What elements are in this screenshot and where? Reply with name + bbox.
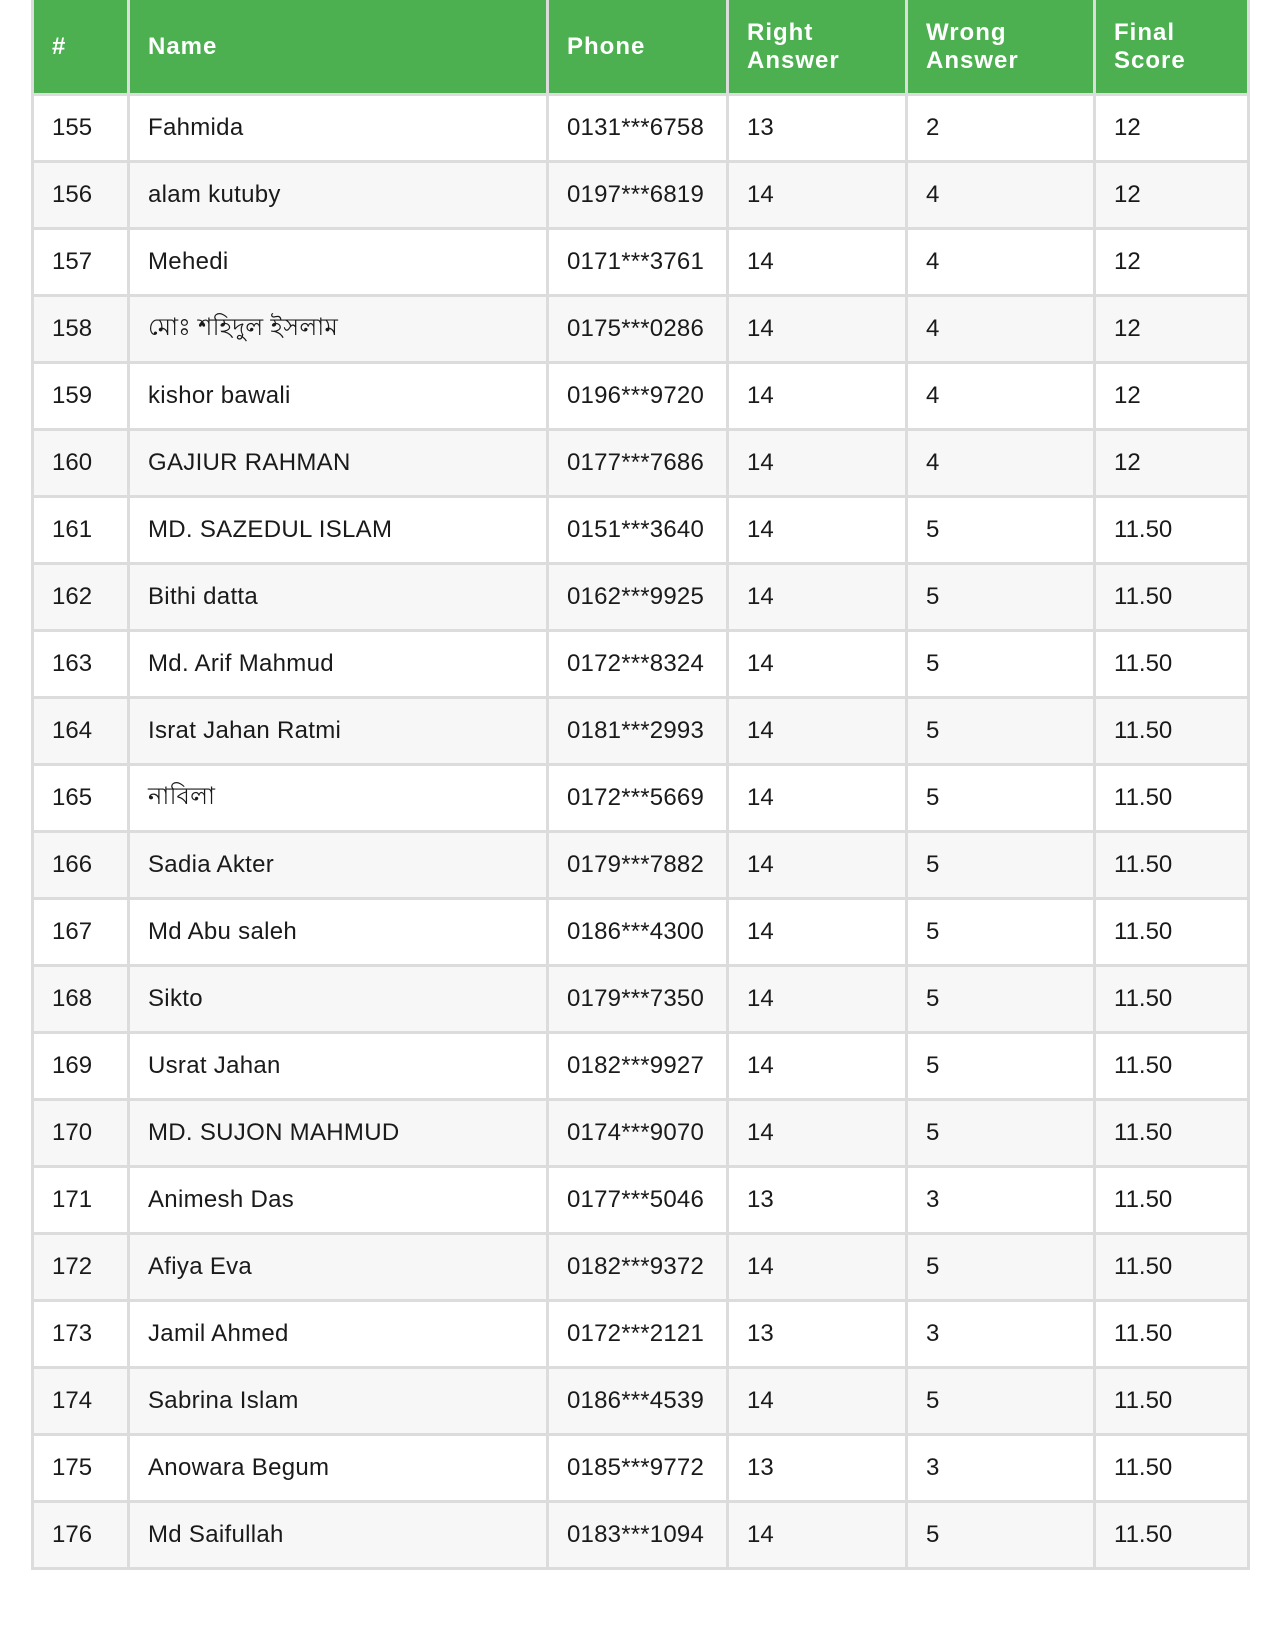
cell-number: 167	[33, 899, 129, 966]
cell-name: Jamil Ahmed	[129, 1301, 548, 1368]
table-row	[33, 363, 1249, 430]
cell-name: MD. SAZEDUL ISLAM	[129, 497, 548, 564]
cell-final-score: 11.50	[1095, 698, 1249, 765]
table-row	[33, 765, 1249, 832]
cell-right-answer: 14	[728, 832, 907, 899]
cell-name: Md. Arif Mahmud	[129, 631, 548, 698]
cell-number: 172	[33, 1234, 129, 1301]
cell-wrong-answer: 5	[907, 899, 1095, 966]
cell-number: 170	[33, 1100, 129, 1167]
cell-final-score: 11.50	[1095, 832, 1249, 899]
cell-phone: 0185***9772	[548, 1435, 728, 1502]
cell-name: Afiya Eva	[129, 1234, 548, 1301]
cell-final-score: 11.50	[1095, 564, 1249, 631]
cell-phone: 0175***0286	[548, 296, 728, 363]
cell-wrong-answer: 5	[907, 1502, 1095, 1569]
cell-right-answer: 14	[728, 564, 907, 631]
cell-phone: 0162***9925	[548, 564, 728, 631]
cell-phone: 0183***1094	[548, 1502, 728, 1569]
cell-right-answer: 14	[728, 430, 907, 497]
cell-right-answer: 14	[728, 229, 907, 296]
cell-final-score: 11.50	[1095, 765, 1249, 832]
header-final-score: Final Score	[1095, 0, 1249, 95]
cell-wrong-answer: 5	[907, 765, 1095, 832]
cell-number: 166	[33, 832, 129, 899]
cell-number: 157	[33, 229, 129, 296]
cell-right-answer: 13	[728, 1301, 907, 1368]
cell-phone: 0131***6758	[548, 95, 728, 162]
cell-final-score: 11.50	[1095, 1100, 1249, 1167]
cell-phone: 0171***3761	[548, 229, 728, 296]
cell-number: 163	[33, 631, 129, 698]
cell-wrong-answer: 2	[907, 95, 1095, 162]
header-number: #	[33, 0, 129, 95]
cell-final-score: 11.50	[1095, 1167, 1249, 1234]
cell-name: Anowara Begum	[129, 1435, 548, 1502]
cell-final-score: 11.50	[1095, 966, 1249, 1033]
table-row	[33, 1033, 1249, 1100]
cell-right-answer: 14	[728, 162, 907, 229]
header-right-answer: Right Answer	[728, 0, 907, 95]
cell-phone: 0186***4300	[548, 899, 728, 966]
table-row	[33, 162, 1249, 229]
cell-name: MD. SUJON MAHMUD	[129, 1100, 548, 1167]
cell-number: 171	[33, 1167, 129, 1234]
cell-right-answer: 14	[728, 1368, 907, 1435]
cell-wrong-answer: 5	[907, 1234, 1095, 1301]
cell-wrong-answer: 5	[907, 698, 1095, 765]
cell-name: Usrat Jahan	[129, 1033, 548, 1100]
cell-name: kishor bawali	[129, 363, 548, 430]
cell-name: Md Abu saleh	[129, 899, 548, 966]
table-row	[33, 1435, 1249, 1502]
cell-name: alam kutuby	[129, 162, 548, 229]
table-row	[33, 564, 1249, 631]
cell-phone: 0177***5046	[548, 1167, 728, 1234]
cell-number: 173	[33, 1301, 129, 1368]
cell-final-score: 12	[1095, 430, 1249, 497]
cell-name: GAJIUR RAHMAN	[129, 430, 548, 497]
cell-final-score: 12	[1095, 363, 1249, 430]
cell-wrong-answer: 4	[907, 229, 1095, 296]
cell-final-score: 11.50	[1095, 899, 1249, 966]
table-row	[33, 296, 1249, 363]
cell-wrong-answer: 5	[907, 832, 1095, 899]
cell-name: মোঃ শহিদুল ইসলাম	[129, 296, 548, 363]
cell-right-answer: 14	[728, 765, 907, 832]
cell-wrong-answer: 5	[907, 631, 1095, 698]
cell-right-answer: 14	[728, 966, 907, 1033]
header-name: Name	[129, 0, 548, 95]
cell-right-answer: 14	[728, 1234, 907, 1301]
cell-wrong-answer: 3	[907, 1301, 1095, 1368]
cell-phone: 0179***7350	[548, 966, 728, 1033]
cell-wrong-answer: 5	[907, 1368, 1095, 1435]
cell-wrong-answer: 4	[907, 430, 1095, 497]
cell-name: Animesh Das	[129, 1167, 548, 1234]
cell-number: 174	[33, 1368, 129, 1435]
cell-number: 161	[33, 497, 129, 564]
cell-number: 162	[33, 564, 129, 631]
table-row	[33, 698, 1249, 765]
cell-name: নাবিলা	[129, 765, 548, 832]
cell-phone: 0172***2121	[548, 1301, 728, 1368]
cell-final-score: 11.50	[1095, 1234, 1249, 1301]
cell-right-answer: 14	[728, 631, 907, 698]
cell-final-score: 12	[1095, 95, 1249, 162]
table-row	[33, 1234, 1249, 1301]
cell-final-score: 12	[1095, 229, 1249, 296]
table-row	[33, 1502, 1249, 1569]
cell-wrong-answer: 4	[907, 162, 1095, 229]
cell-number: 164	[33, 698, 129, 765]
cell-right-answer: 14	[728, 296, 907, 363]
cell-name: Fahmida	[129, 95, 548, 162]
cell-phone: 0182***9927	[548, 1033, 728, 1100]
cell-wrong-answer: 4	[907, 363, 1095, 430]
cell-wrong-answer: 3	[907, 1167, 1095, 1234]
cell-phone: 0151***3640	[548, 497, 728, 564]
table-row	[33, 497, 1249, 564]
cell-wrong-answer: 5	[907, 966, 1095, 1033]
cell-wrong-answer: 3	[907, 1435, 1095, 1502]
cell-name: Sabrina Islam	[129, 1368, 548, 1435]
cell-phone: 0172***8324	[548, 631, 728, 698]
cell-number: 169	[33, 1033, 129, 1100]
table-row	[33, 832, 1249, 899]
cell-final-score: 12	[1095, 162, 1249, 229]
header-wrong-answer: Wrong Answer	[907, 0, 1095, 95]
header-row	[33, 0, 1249, 95]
cell-right-answer: 14	[728, 899, 907, 966]
cell-name: Israt Jahan Ratmi	[129, 698, 548, 765]
table-row	[33, 631, 1249, 698]
cell-number: 156	[33, 162, 129, 229]
cell-final-score: 11.50	[1095, 631, 1249, 698]
table-header	[33, 0, 1249, 95]
cell-right-answer: 14	[728, 1100, 907, 1167]
table-row	[33, 1301, 1249, 1368]
cell-number: 158	[33, 296, 129, 363]
cell-right-answer: 13	[728, 1435, 907, 1502]
table-body	[33, 95, 1249, 1569]
cell-right-answer: 14	[728, 1502, 907, 1569]
cell-wrong-answer: 5	[907, 1033, 1095, 1100]
table-row	[33, 95, 1249, 162]
table-row	[33, 430, 1249, 497]
cell-wrong-answer: 5	[907, 497, 1095, 564]
cell-number: 168	[33, 966, 129, 1033]
cell-name: Mehedi	[129, 229, 548, 296]
cell-final-score: 11.50	[1095, 497, 1249, 564]
table-row	[33, 966, 1249, 1033]
table-row	[33, 1167, 1249, 1234]
cell-right-answer: 14	[728, 363, 907, 430]
cell-wrong-answer: 5	[907, 1100, 1095, 1167]
table-row	[33, 899, 1249, 966]
cell-phone: 0174***9070	[548, 1100, 728, 1167]
cell-right-answer: 14	[728, 698, 907, 765]
cell-phone: 0196***9720	[548, 363, 728, 430]
cell-right-answer: 14	[728, 497, 907, 564]
cell-final-score: 12	[1095, 296, 1249, 363]
cell-wrong-answer: 4	[907, 296, 1095, 363]
cell-final-score: 11.50	[1095, 1502, 1249, 1569]
cell-name: Sadia Akter	[129, 832, 548, 899]
cell-phone: 0186***4539	[548, 1368, 728, 1435]
cell-name: Sikto	[129, 966, 548, 1033]
cell-name: Md Saifullah	[129, 1502, 548, 1569]
cell-number: 160	[33, 430, 129, 497]
cell-phone: 0179***7882	[548, 832, 728, 899]
results-table	[31, 0, 1250, 1570]
table-row	[33, 1368, 1249, 1435]
cell-final-score: 11.50	[1095, 1368, 1249, 1435]
cell-right-answer: 14	[728, 1033, 907, 1100]
cell-final-score: 11.50	[1095, 1033, 1249, 1100]
header-phone: Phone	[548, 0, 728, 95]
cell-number: 159	[33, 363, 129, 430]
cell-phone: 0181***2993	[548, 698, 728, 765]
cell-name: Bithi datta	[129, 564, 548, 631]
cell-final-score: 11.50	[1095, 1435, 1249, 1502]
cell-phone: 0182***9372	[548, 1234, 728, 1301]
cell-right-answer: 13	[728, 95, 907, 162]
cell-final-score: 11.50	[1095, 1301, 1249, 1368]
cell-number: 176	[33, 1502, 129, 1569]
cell-phone: 0177***7686	[548, 430, 728, 497]
cell-number: 165	[33, 765, 129, 832]
cell-right-answer: 13	[728, 1167, 907, 1234]
cell-phone: 0172***5669	[548, 765, 728, 832]
cell-number: 175	[33, 1435, 129, 1502]
cell-number: 155	[33, 95, 129, 162]
table-row	[33, 229, 1249, 296]
cell-phone: 0197***6819	[548, 162, 728, 229]
cell-wrong-answer: 5	[907, 564, 1095, 631]
table-row	[33, 1100, 1249, 1167]
